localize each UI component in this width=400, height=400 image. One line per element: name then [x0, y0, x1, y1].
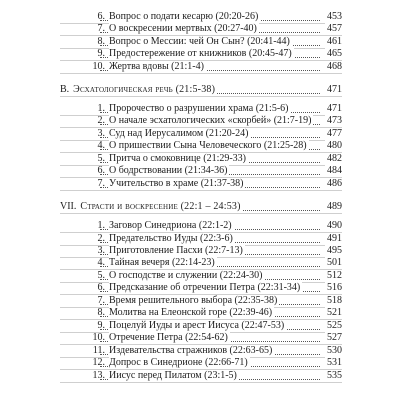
- toc-page-number-wrap: [325, 331, 342, 345]
- toc-page-number: 480: [327, 140, 342, 151]
- row-divider: [60, 73, 342, 74]
- toc-entry-label: [83, 139, 309, 153]
- toc-page-number-wrap: [325, 369, 342, 383]
- toc-entry-row: [60, 256, 342, 270]
- toc-page-number: 482: [327, 153, 342, 164]
- toc-entry-label: [83, 60, 206, 74]
- toc-page-number-wrap: [325, 60, 342, 74]
- toc-entry-label: [83, 369, 239, 383]
- toc-page-number-wrap: [325, 306, 342, 320]
- toc-entry-row: [60, 369, 342, 383]
- toc-entry-number: 5.: [97, 153, 105, 164]
- toc-entry-number: 9.: [97, 320, 105, 331]
- toc-entry-number: 1.: [97, 103, 105, 114]
- toc-page-number-wrap: [325, 139, 342, 153]
- toc-entry-number: 6.: [97, 11, 105, 22]
- toc-entry-title: О пришествии Сына Человеческого (21:25-28): [109, 140, 307, 151]
- toc-entry-title: Заговор Синедриона (22:1-2): [109, 220, 232, 231]
- toc-entry-title: Предостережение от книжников (20:45-47): [109, 48, 292, 59]
- toc-entry-number: 4.: [97, 257, 105, 268]
- toc-entry-title: Учительство в храме (21:37-38): [109, 178, 244, 189]
- toc-entry-title: Молитва на Елеонской горе (22:39-46): [109, 307, 273, 318]
- toc-page-number-wrap: [325, 219, 342, 233]
- toc-entry-label: [83, 164, 229, 178]
- toc-entry-row: [60, 164, 342, 178]
- toc-entry-title: Издевательства стражников (22:63-65): [109, 345, 273, 356]
- toc-page-number: 453: [327, 11, 342, 22]
- toc-page-number-wrap: [325, 177, 342, 191]
- toc-entry-row: [60, 60, 342, 74]
- toc-entry-title: Приготовление Пасхи (22:7-13): [109, 245, 243, 256]
- toc-entry-number: 10.: [92, 332, 105, 343]
- toc-page-number: 461: [327, 36, 342, 47]
- toc-entry-row: [60, 139, 342, 153]
- toc-entry-row: [60, 47, 342, 61]
- toc-page-number: 518: [327, 295, 342, 306]
- toc-page-number: 477: [327, 128, 342, 139]
- toc-page-number: 525: [327, 320, 342, 331]
- toc-page-number: 457: [327, 23, 342, 34]
- toc-page-number: 486: [327, 178, 342, 189]
- toc-entry-number: 8.: [97, 307, 105, 318]
- toc-page-number: 484: [327, 165, 342, 176]
- toc-entry-label: [83, 331, 230, 345]
- row-divider: [60, 96, 342, 97]
- toc-entry-number: В.: [60, 84, 70, 95]
- toc-entry-label: [60, 83, 217, 97]
- toc-page-number-wrap: [325, 83, 342, 97]
- toc-section-row: [60, 83, 342, 97]
- toc-entry-label: [83, 306, 274, 320]
- toc-entry-number: 7.: [97, 23, 105, 34]
- toc-entry-label: [83, 177, 245, 191]
- toc-page-number: 512: [327, 270, 342, 281]
- toc-entry-title: Притча о смоковнице (21:29-33): [109, 153, 247, 164]
- toc-page-number: 471: [327, 103, 342, 114]
- toc-entry-title: О начале эсхатологических «скорбей» (21:7-19): [109, 115, 312, 126]
- toc-entry-title: Предсказание об отречении Петра (22:31-34): [109, 282, 301, 293]
- toc-entry-number: 5.: [97, 270, 105, 281]
- toc-page-number: 489: [327, 201, 342, 212]
- row-divider: [60, 190, 342, 191]
- toc-entry-row: [60, 281, 342, 295]
- toc-entry-row: [60, 22, 342, 36]
- toc-entry-label: [83, 256, 217, 270]
- toc-entry-title: Иисус перед Пилатом (23:1-5): [109, 370, 237, 381]
- toc-page-number: 527: [327, 332, 342, 343]
- toc-entry-title: Эсхатологическая речь (21:5-38): [73, 84, 216, 95]
- toc-entry-title: О бодрствовании (21:34-36): [109, 165, 228, 176]
- toc-page-number-wrap: [325, 22, 342, 36]
- toc-entry-title: Вопрос о Мессии: чей Он Сын? (20:41-44): [109, 36, 290, 47]
- toc-page-number-wrap: [325, 47, 342, 61]
- toc-entry-number: 3.: [97, 245, 105, 256]
- toc-page-number: 531: [327, 357, 342, 368]
- toc-entry-title: Тайная вечеря (22:14-23): [109, 257, 215, 268]
- row-divider: [60, 382, 342, 383]
- toc-entry-title: Вопрос о подати кесарю (20:20-26): [109, 11, 259, 22]
- toc-page-number-wrap: [325, 356, 342, 370]
- toc-entry-label: [83, 219, 234, 233]
- toc-entry-label: [83, 114, 313, 128]
- toc-page-number: 521: [327, 307, 342, 318]
- toc-page-number: 530: [327, 345, 342, 356]
- toc-entry-number: 4.: [97, 140, 105, 151]
- toc-entry-number: 10.: [92, 61, 105, 72]
- toc-page-number: 465: [327, 48, 342, 59]
- toc-section-row: [60, 200, 342, 214]
- toc-page-number: 490: [327, 220, 342, 231]
- toc-entry-title: О господстве и служении (22:24-30): [109, 270, 263, 281]
- toc-page-number: 468: [327, 61, 342, 72]
- toc-entry-number: 12.: [92, 357, 105, 368]
- toc-entry-label: [83, 356, 250, 370]
- toc-entry-title: Время решительного выбора (22:35-38): [109, 295, 278, 306]
- toc-entry-number: 2.: [97, 233, 105, 244]
- toc-entry-title: О воскресении мертвых (20:27-40): [109, 23, 257, 34]
- toc-entry-number: 8.: [97, 36, 105, 47]
- toc-entry-title: Пророчество о разрушении храма (21:5-6): [109, 103, 289, 114]
- toc-page-number-wrap: [325, 256, 342, 270]
- toc-page-number: 495: [327, 245, 342, 256]
- toc-entry-number: 3.: [97, 128, 105, 139]
- toc-entry-number: 13.: [92, 370, 105, 381]
- toc-entry-title: Отречение Петра (22:54-62): [109, 332, 228, 343]
- toc-entry-title: Страсти и воскресение (22:1 – 24:53): [80, 201, 241, 212]
- toc-entry-number: 9.: [97, 48, 105, 59]
- toc-page-number-wrap: [325, 281, 342, 295]
- toc-entry-row: [60, 356, 342, 370]
- toc-page-number: 491: [327, 233, 342, 244]
- toc-page-number: 471: [327, 84, 342, 95]
- toc-entry-label: [83, 22, 259, 36]
- toc-entry-row: [60, 219, 342, 233]
- toc-entry-label: [83, 47, 294, 61]
- toc-entry-number: 6.: [97, 165, 105, 176]
- toc-entry-title: Предательство Иуды (22:3-6): [109, 233, 233, 244]
- toc-entry-row: [60, 306, 342, 320]
- toc-entry-number: 6.: [97, 282, 105, 293]
- toc-page-number: 535: [327, 370, 342, 381]
- toc-page-number: 501: [327, 257, 342, 268]
- toc-entry-label: [60, 200, 243, 214]
- toc-entry-row: [60, 177, 342, 191]
- toc-entry-number: 2.: [97, 115, 105, 126]
- toc-entry-title: Поцелуй Иуды и арест Иисуса (22:47-53): [109, 320, 285, 331]
- toc-page-number-wrap: [325, 200, 342, 214]
- toc-page-number: 473: [327, 115, 342, 126]
- toc-entry-label: [83, 281, 302, 295]
- toc-page-number: 516: [327, 282, 342, 293]
- toc-entry-row: [60, 331, 342, 345]
- toc-entry-row: [60, 114, 342, 128]
- row-divider: [60, 213, 342, 214]
- toc-entry-number: 7.: [97, 295, 105, 306]
- toc-page-number-wrap: [325, 114, 342, 128]
- toc-entry-number: 11.: [92, 345, 105, 356]
- toc-entry-title: Допрос в Синедрионе (22:66-71): [109, 357, 248, 368]
- toc-entry-title: Суд над Иерусалимом (21:20-24): [109, 128, 249, 139]
- toc-entry-number: VII.: [60, 201, 77, 212]
- toc-page-number-wrap: [325, 164, 342, 178]
- toc-entry-number: 1.: [97, 220, 105, 231]
- toc-entry-number: 7.: [97, 178, 105, 189]
- toc-entry-title: Жертва вдовы (21:1-4): [109, 61, 204, 72]
